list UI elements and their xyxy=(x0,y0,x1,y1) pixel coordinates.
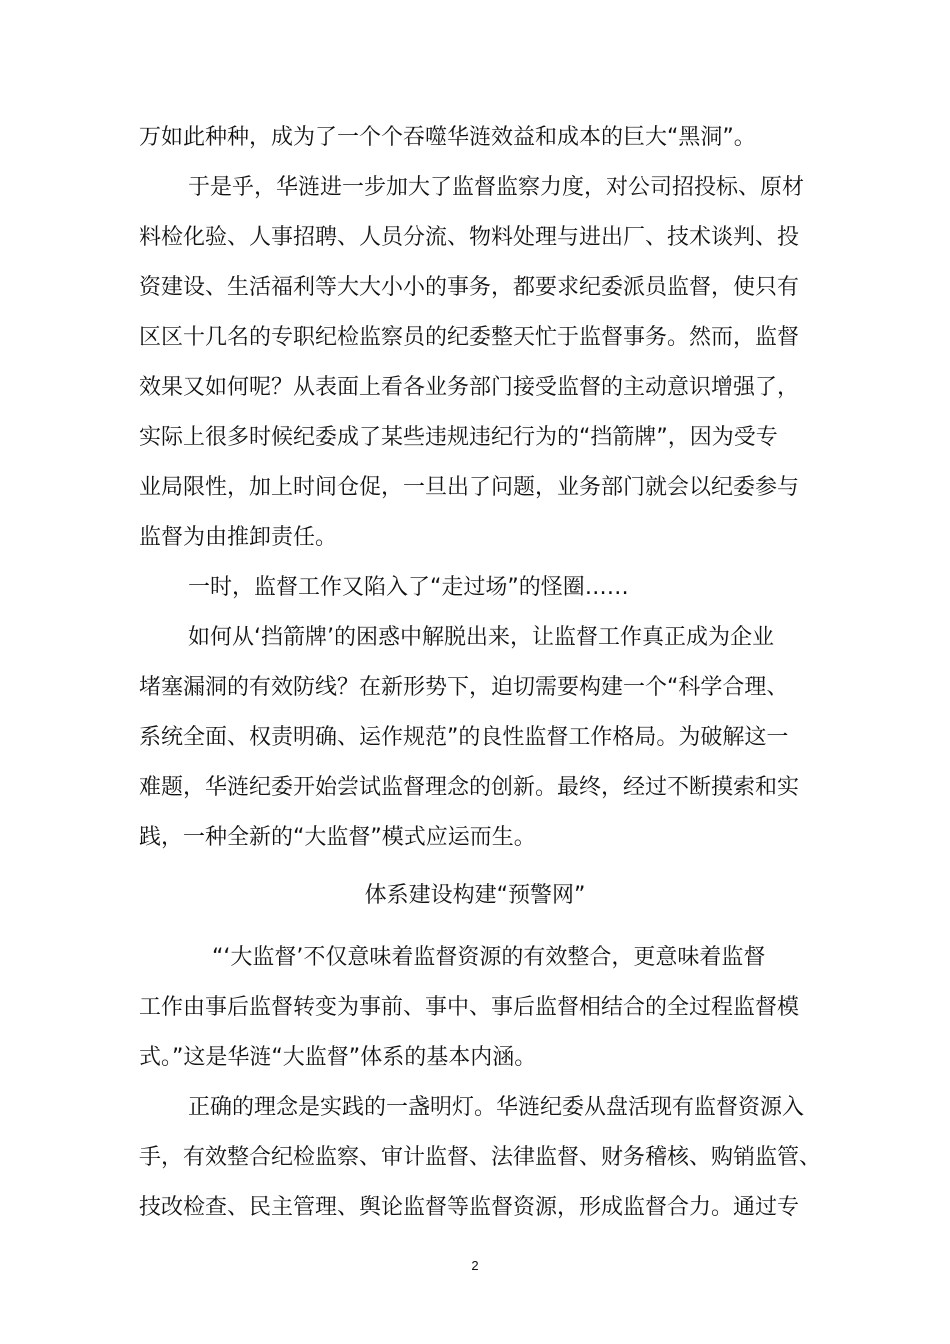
body-line: 正确的理念是实践的一盏明灯。华涟纪委从盘活现有监督资源入 xyxy=(188,1095,805,1120)
body-line: 如何从‘挡箭牌’的困惑中解脱出来，让监督工作真正成为企业 xyxy=(188,625,774,650)
body-line: 手，有效整合纪检监察、审计监督、法律监督、财务稽核、购销监管、 xyxy=(139,1145,822,1170)
body-line: 区区十几名的专职纪检监察员的纪委整天忙于监督事务。然而，监督 xyxy=(139,325,800,350)
body-line: 一时，监督工作又陷入了“走过场”的怪圈…… xyxy=(188,575,629,600)
body-line: 难题，华涟纪委开始尝试监督理念的创新。最终，经过不断摸索和实 xyxy=(139,775,800,800)
body-line: 技改检查、民主管理、舆论监督等监督资源，形成监督合力。通过专 xyxy=(139,1195,800,1220)
body-line: 业局限性，加上时间仓促，一旦出了问题，业务部门就会以纪委参与 xyxy=(139,475,800,500)
body-line: 于是乎，华涟进一步加大了监督监察力度，对公司招投标、原材 xyxy=(188,175,805,200)
body-line: 堵塞漏洞的有效防线？在新形势下，迫切需要构建一个“科学合理、 xyxy=(139,675,789,700)
body-line: 效果又如何呢？从表面上看各业务部门接受监督的主动意识增强了， xyxy=(139,375,800,400)
body-line: 式。”这是华涟“大监督”体系的基本内涵。 xyxy=(139,1045,537,1070)
section-heading: 体系建设构建“预警网” xyxy=(364,883,586,908)
body-line: 料检化验、人事招聘、人员分流、物料处理与进出厂、技术谈判、投 xyxy=(139,225,800,250)
body-line: 万如此种种，成为了一个个吞噬华涟效益和成本的巨大“黑洞”。 xyxy=(139,125,756,150)
body-line: “‘大监督’不仅意味着监督资源的有效整合，更意味着监督 xyxy=(212,945,766,970)
body-line: 践，一种全新的“大监督”模式应运而生。 xyxy=(139,825,536,850)
body-line: 监督为由推卸责任。 xyxy=(139,525,338,550)
body-line: 工作由事后监督转变为事前、事中、事后监督相结合的全过程监督模 xyxy=(139,995,800,1020)
body-line: 资建设、生活福利等大大小小的事务，都要求纪委派员监督，使只有 xyxy=(139,275,800,300)
body-line: 系统全面、权责明确、运作规范”的良性监督工作格局。为破解这一 xyxy=(139,725,789,750)
body-line: 实际上很多时候纪委成了某些违规违纪行为的“挡箭牌”，因为受专 xyxy=(139,425,778,450)
page-number: 2 xyxy=(471,1258,479,1273)
